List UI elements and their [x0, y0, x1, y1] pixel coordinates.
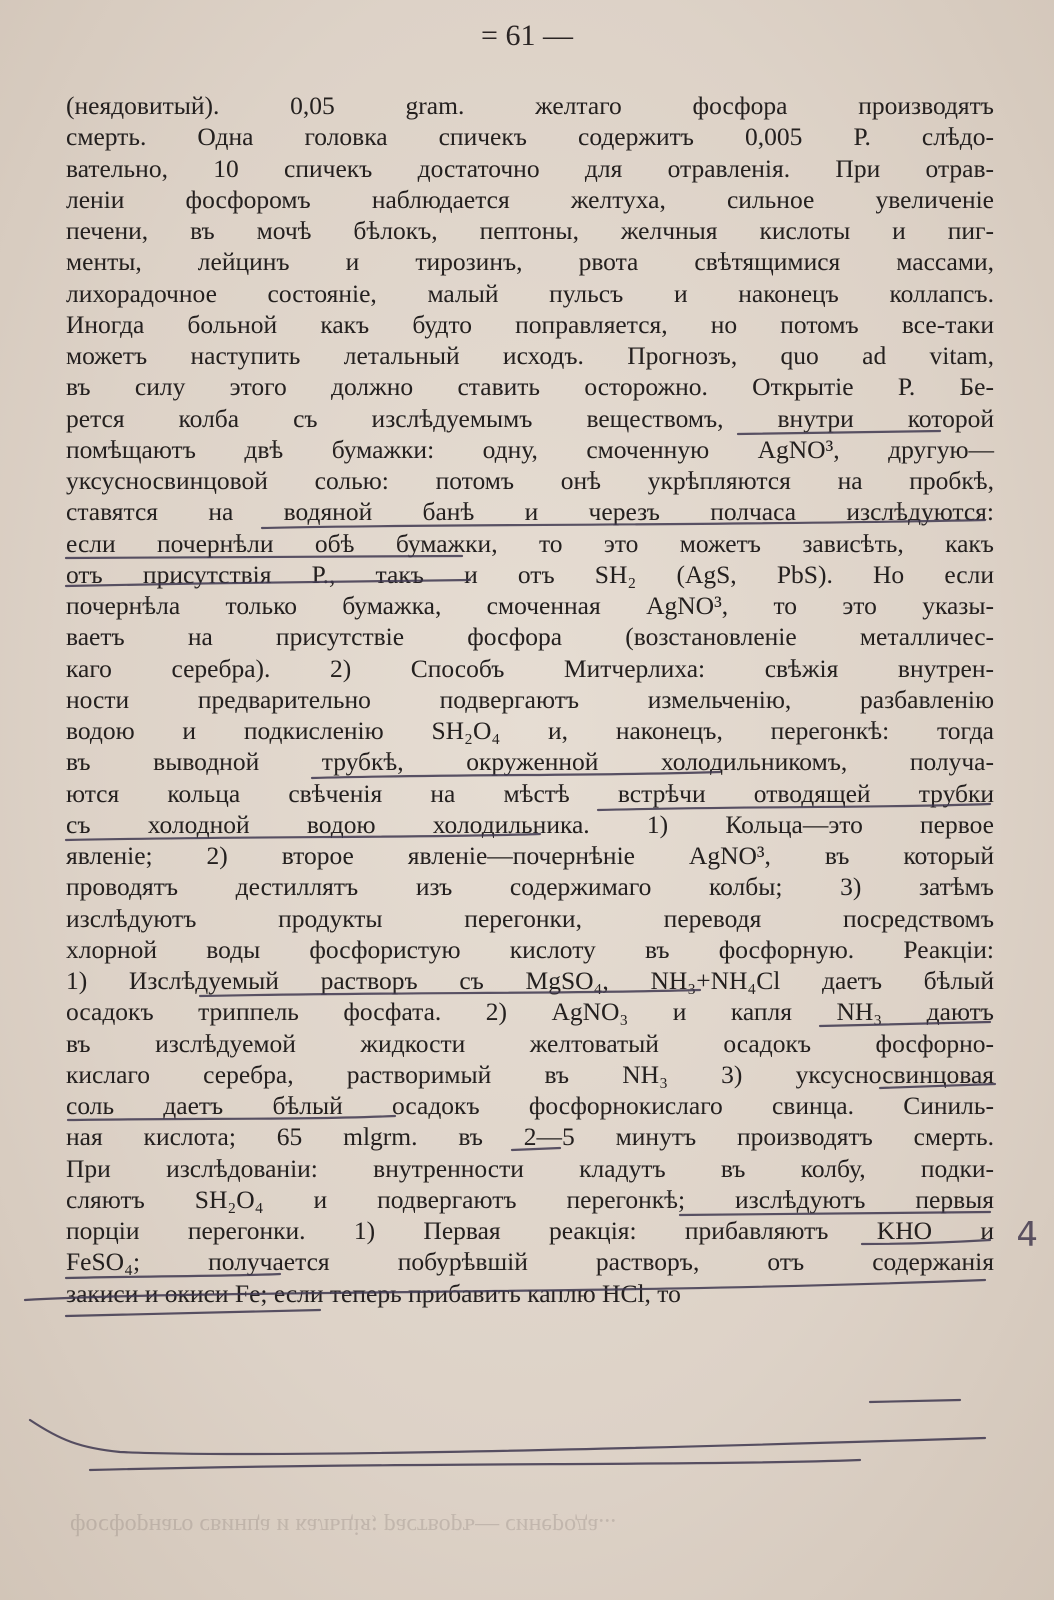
text-line: кислаго серебра, растворимый въ NH₃ 3) уксусносвинцовая — [66, 1059, 994, 1089]
text-line: каго серебра). 2) Способъ Митчерлиха: свѣжія внутрен- — [66, 653, 994, 683]
text-line: въ выводной трубкѣ, окруженной холодильникомъ, получа- — [66, 747, 994, 777]
underline-pri-issledovanii — [66, 1310, 320, 1316]
text-line: рется колба съ изслѣдуемымъ веществомъ, внутри которой — [66, 403, 994, 433]
text-line: лихорадочное состояніе, малый пульсъ и наконецъ коллапсъ. — [66, 278, 994, 308]
text-line: FeSO₄; получается побурѣвшій растворъ, отъ содержанія — [66, 1247, 994, 1277]
text-line: явленіе; 2) второе явленіе—почернѣніе AgNO³, въ который — [66, 841, 994, 870]
underline-kho — [870, 1400, 960, 1402]
text-line: хлорной воды фосфористую кислоту въ фосфорную. Реакціи: — [66, 934, 994, 964]
text-line: проводятъ дестиллятъ изъ содержимаго колбы; 3) затѣмъ — [66, 872, 994, 902]
text-line: ются кольца свѣченія на мѣстѣ встрѣчи отводящей трубки — [66, 778, 994, 808]
underline-hcl-line — [90, 1460, 860, 1470]
margin-pencil-mark: 4 — [1016, 1215, 1038, 1255]
text-line: сляютъ SH₂O₄ и подвергаютъ перегонкѣ; изслѣдуютъ первыя — [66, 1184, 994, 1214]
text-line: (неядовитый). 0,05 gram. желтаго фосфора производятъ — [66, 91, 994, 120]
text-line: Иногда больной какъ будто поправляется, но потомъ все-таки — [66, 309, 994, 339]
text-line: соль даетъ бѣлый осадокъ фосфорнокислаго свинца. Синиль- — [66, 1091, 994, 1120]
text-line: вательно, 10 спичекъ достаточно для отравленія. При отрав- — [66, 153, 994, 183]
text-line: водою и подкисленію SH₂O₄ и, наконецъ, перегонкѣ: тогда — [66, 716, 994, 745]
text-line: печени, въ мочѣ бѣлокъ, пептоны, желчныя кислоты и пиг- — [66, 216, 994, 245]
text-line: 1) Изслѣдуемый растворъ съ MgSO₄, NH₃+NH₄Cl даетъ бѣлый — [66, 966, 994, 995]
text-line: если почернѣли обѣ бумажки, то это можетъ зависѣть, какъ — [66, 528, 994, 558]
text-line: можетъ наступить летальный исходъ. Прогнозъ, quo ad vitam, — [66, 341, 994, 370]
text-line: отъ присутствія Р., такъ и отъ SH₂ (AgS, PbS). Но если — [66, 559, 994, 589]
text-line: изслѣдуютъ продукты перегонки, переводя посредствомъ — [66, 903, 994, 933]
text-line: осадокъ триппель фосфата. 2) AgNO₃ и капля NH₃ даютъ — [66, 997, 994, 1027]
text-line: ваетъ на присутствіе фосфора (возстановленіе металличес- — [66, 622, 994, 652]
text-line: уксусносвинцовой солью: потомъ онѣ укрѣпляются на пробкѣ, — [66, 466, 994, 495]
text-line: ставятся на водяной банѣ и черезъ полчаса изслѣдуются: — [66, 497, 994, 527]
page-number: = 61 — — [481, 19, 573, 52]
underline-feso4 — [30, 1420, 985, 1454]
text-line: помѣщаютъ двѣ бумажки: одну, смоченную AgNO³, другую— — [66, 434, 994, 464]
text-line: съ холодной водою холодильника. 1) Кольца—это первое — [66, 809, 994, 839]
text-line: въ изслѣдуемой жидкости желтоватый осадокъ фосфорно- — [66, 1028, 994, 1058]
body-text — [66, 90, 994, 1309]
text-line: менты, лейцинъ и тирозинъ, рвота свѣтящимися массами, — [66, 247, 994, 277]
page-header — [0, 14, 1054, 58]
text-line: закиси и окиси Fe; если теперь прибавить каплю HCl, то — [66, 1278, 681, 1308]
text-line: почернѣла только бумажка, смоченная AgNO³, то это указы- — [66, 591, 994, 620]
text-line: ная кислота; 65 mlgrm. въ 2—5 минутъ производятъ смерть. — [66, 1122, 994, 1152]
text-line: порціи перегонки. 1) Первая реакція: прибавляютъ KHO и — [66, 1216, 994, 1245]
bleed-through-text: фосфорнаго свинца и кальція; растворъ— синерода... — [70, 1513, 617, 1539]
text-line: При изслѣдованіи: внутренности кладутъ въ колбу, подки- — [66, 1153, 994, 1183]
text-line: ности предварительно подвергаютъ измельченію, разбавленію — [66, 684, 994, 714]
text-line: леніи фосфоромъ наблюдается желтуха, сильное увеличеніе — [66, 184, 994, 214]
text-line: въ силу этого должно ставить осторожно. Открытіе Р. Бе- — [66, 372, 994, 402]
text-line: смерть. Одна головка спичекъ содержитъ 0,005 Р. слѣдо- — [66, 122, 994, 152]
